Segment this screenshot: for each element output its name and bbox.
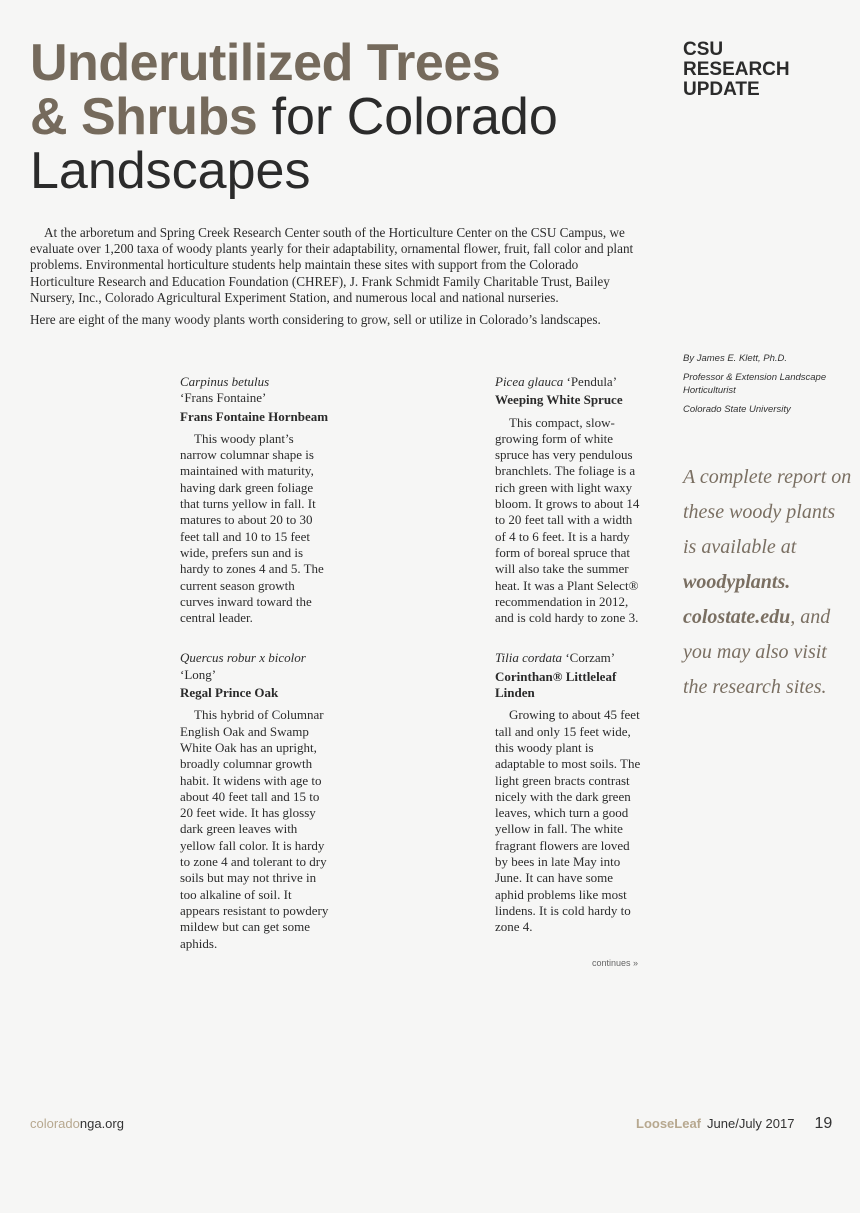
intro-paragraph-1: At the arboretum and Spring Creek Research Center south of the Horticulture Center on the CSU Campus, we evaluate over 1,200 taxa of woody plants yearly for their adaptability, ornamental flower, fruit, fall color and plant problems. Environmental horticulture students help maintain these sites with support from the Colorado Horticulture Research and Education Foundation (CHREF), J. Frank Schmidt Family Charitable Trust, Bailey Nursery, Inc., Colorado Agricultural Experiment Station, and numerous local and national nurseries.	[30, 225, 634, 305]
section-label-line3: UPDATE	[683, 79, 760, 100]
plant-column-right	[495, 374, 645, 960]
intro-text	[30, 225, 638, 334]
footer-site[interactable]	[30, 1116, 124, 1131]
scientific-name: Quercus robur x bicolor	[180, 650, 306, 666]
section-label	[683, 40, 790, 100]
plant-entry	[495, 650, 645, 935]
intro-paragraph-2: Here are eight of the many woody plants worth considering to grow, sell or utilize in Colorado’s landscapes.	[30, 312, 601, 328]
pull-quote-link[interactable]: woodyplants. colostate.edu	[683, 571, 791, 628]
title-line3: Landscapes	[30, 142, 311, 200]
issue-date: June/July 2017	[707, 1116, 795, 1131]
pull-quote	[683, 460, 853, 705]
cultivar-name: ‘Long’	[180, 666, 217, 682]
plant-description: This hybrid of Columnar English Oak and Swamp White Oak has an upright, broadly columnar growth habit. It widens with age to about 40 feet tall and 15 to 20 feet wide. It has glossy dark green leaves with yellow fall color. It is hardy to zone 4 and tolerant to dry soils but may not thrive in too alkaline of soil. It appears resistant to powdery mildew but can get some aphids.	[180, 707, 329, 951]
byline-author: By James E. Klett, Ph.D.	[683, 353, 788, 364]
plant-entry	[180, 650, 330, 951]
continues-link[interactable]: continues »	[592, 958, 639, 968]
byline	[683, 352, 843, 422]
common-name: Frans Fontaine Hornbeam	[180, 408, 329, 424]
common-name: Corinthan® Littleleaf Linden	[495, 668, 617, 701]
scientific-name: Picea glauca	[495, 374, 564, 389]
section-label-line2: RESEARCH	[683, 59, 790, 80]
plant-description: Growing to about 45 feet tall and only 15 feet wide, this woody plant is adaptable to most soils. The light green bracts contrast nicely with the dark green leaves, which turn a good yellow in fall. The white fragrant flowers are loved by bees in late May into June. It can have some aphid problems like most lindens. It is cold hardy to zone 4.	[495, 707, 641, 935]
byline-org: Colorado State University	[683, 404, 791, 415]
article-title	[30, 36, 630, 198]
footer-site-rest: nga.org	[79, 1116, 124, 1131]
plant-entry	[495, 374, 645, 626]
page-number: 19	[814, 1115, 833, 1132]
scientific-name: Carpinus betulus	[180, 374, 270, 389]
magazine-name: LooseLeaf	[636, 1116, 702, 1131]
title-line2-bold: & Shrubs	[30, 88, 258, 146]
plant-column-left	[180, 374, 330, 976]
plant-description: This woody plant’s narrow columnar shape is maintained with maturity, having dark green foliage that turns yellow in fall. It matures to about 20 to 30 feet tall and 10 to 15 feet wide, prefers sun and is hardy to zones 4 and 5. The current season growth curves inward toward the central leader.	[180, 430, 324, 626]
plant-description: This compact, slow-growing form of white spruce has very pendulous branchlets. The foliage is a rich green with light waxy bloom. It grows to about 14 to 20 feet tall with a width of 4 to 6 feet. It is a hardy form of boreal spruce that will also take the summer heat. It was a Plant Select® recommendation in 2012, and is cold hardy to zone 3.	[495, 414, 640, 626]
scientific-name: Tilia cordata	[495, 650, 563, 666]
footer-issue	[636, 1115, 832, 1133]
footer-site-accent: colorado	[30, 1116, 80, 1131]
byline-role: Professor & Extension Landscape Horticulturist	[683, 372, 827, 396]
plant-entry	[180, 374, 330, 626]
cultivar-name: ‘Frans Fontaine’	[180, 390, 267, 406]
cultivar-name: ‘Pendula’	[566, 374, 618, 389]
title-line2-light: for Colorado	[271, 88, 558, 146]
common-name: Regal Prince Oak	[180, 685, 279, 701]
cultivar-name: ‘Corzam’	[565, 650, 616, 666]
common-name: Weeping White Spruce	[495, 392, 623, 408]
pull-quote-part2: , and you may also visit the research sites.	[683, 606, 831, 698]
title-line1: Underutilized Trees	[30, 34, 501, 92]
section-label-line1: CSU	[683, 39, 724, 60]
pull-quote-part1: A complete report on these woody plants is available at	[683, 466, 852, 558]
